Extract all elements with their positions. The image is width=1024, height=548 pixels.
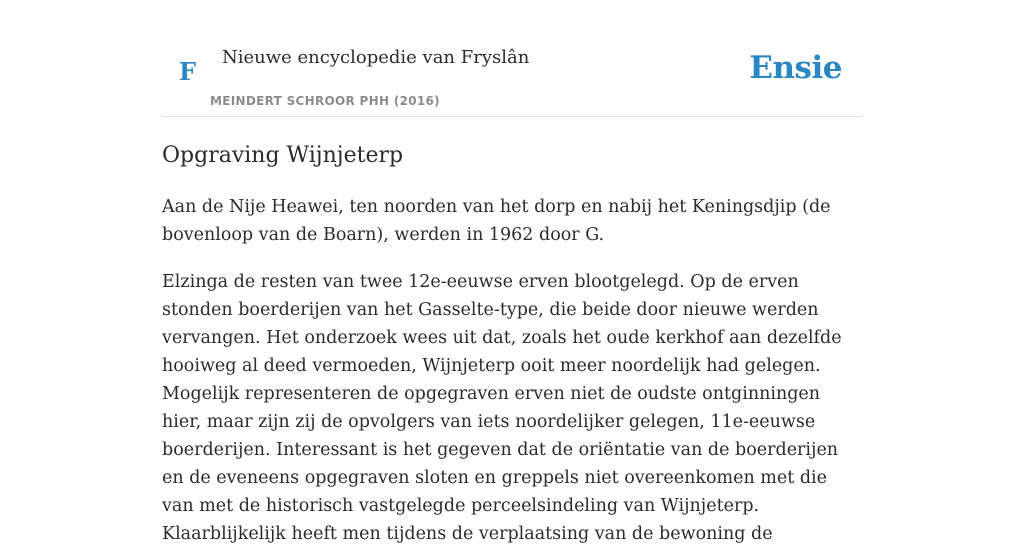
page-content xyxy=(162,0,862,548)
book-title[interactable]: Nieuwe encyclopedie van Fryslân xyxy=(222,47,530,68)
article-paragraph: Elzinga de resten van twee 12e-eeuwse erven blootgelegd. Op de erven stonden boerderijen van het Gasselte-type, die beide door nieuwe werden vervangen. Het onderzoek wees uit dat, zoals het oude kerkhof aan dezelfde hooiweg al deed vermoeden, Wijnjeterp ooit meer noordelijk had gelegen. Mogelijk representeren de opgegraven erven niet de oudste ontginningen hier, maar zijn zij de opvolgers van iets noordelijker gelegen, 11e-eeuwse boerderijen. Interessant is het gegeven dat de oriëntatie van de boerderijen en de eveneens opgegraven sloten en greppels niet overeenkomen met die van met de historisch vastgelegde perceelsindeling van Wijnjeterp. Klaarblijkelijk heeft men tijdens de verplaatsing van de bewoning de xyxy=(162,272,842,544)
book-initial-icon[interactable]: F xyxy=(179,57,197,86)
article-title: Opgraving Wijnjeterp xyxy=(162,143,404,168)
article-paragraph: Aan de Nije Heawei, ten noorden van het dorp en nabij het Keningsdjip (de bovenloop van de Boarn), werden in 1962 door G. xyxy=(162,197,831,245)
book-header xyxy=(162,0,862,117)
ensie-logo[interactable]: Ensie xyxy=(749,50,842,86)
book-author: MEINDERT SCHROOR PHH (2016) xyxy=(210,94,440,108)
